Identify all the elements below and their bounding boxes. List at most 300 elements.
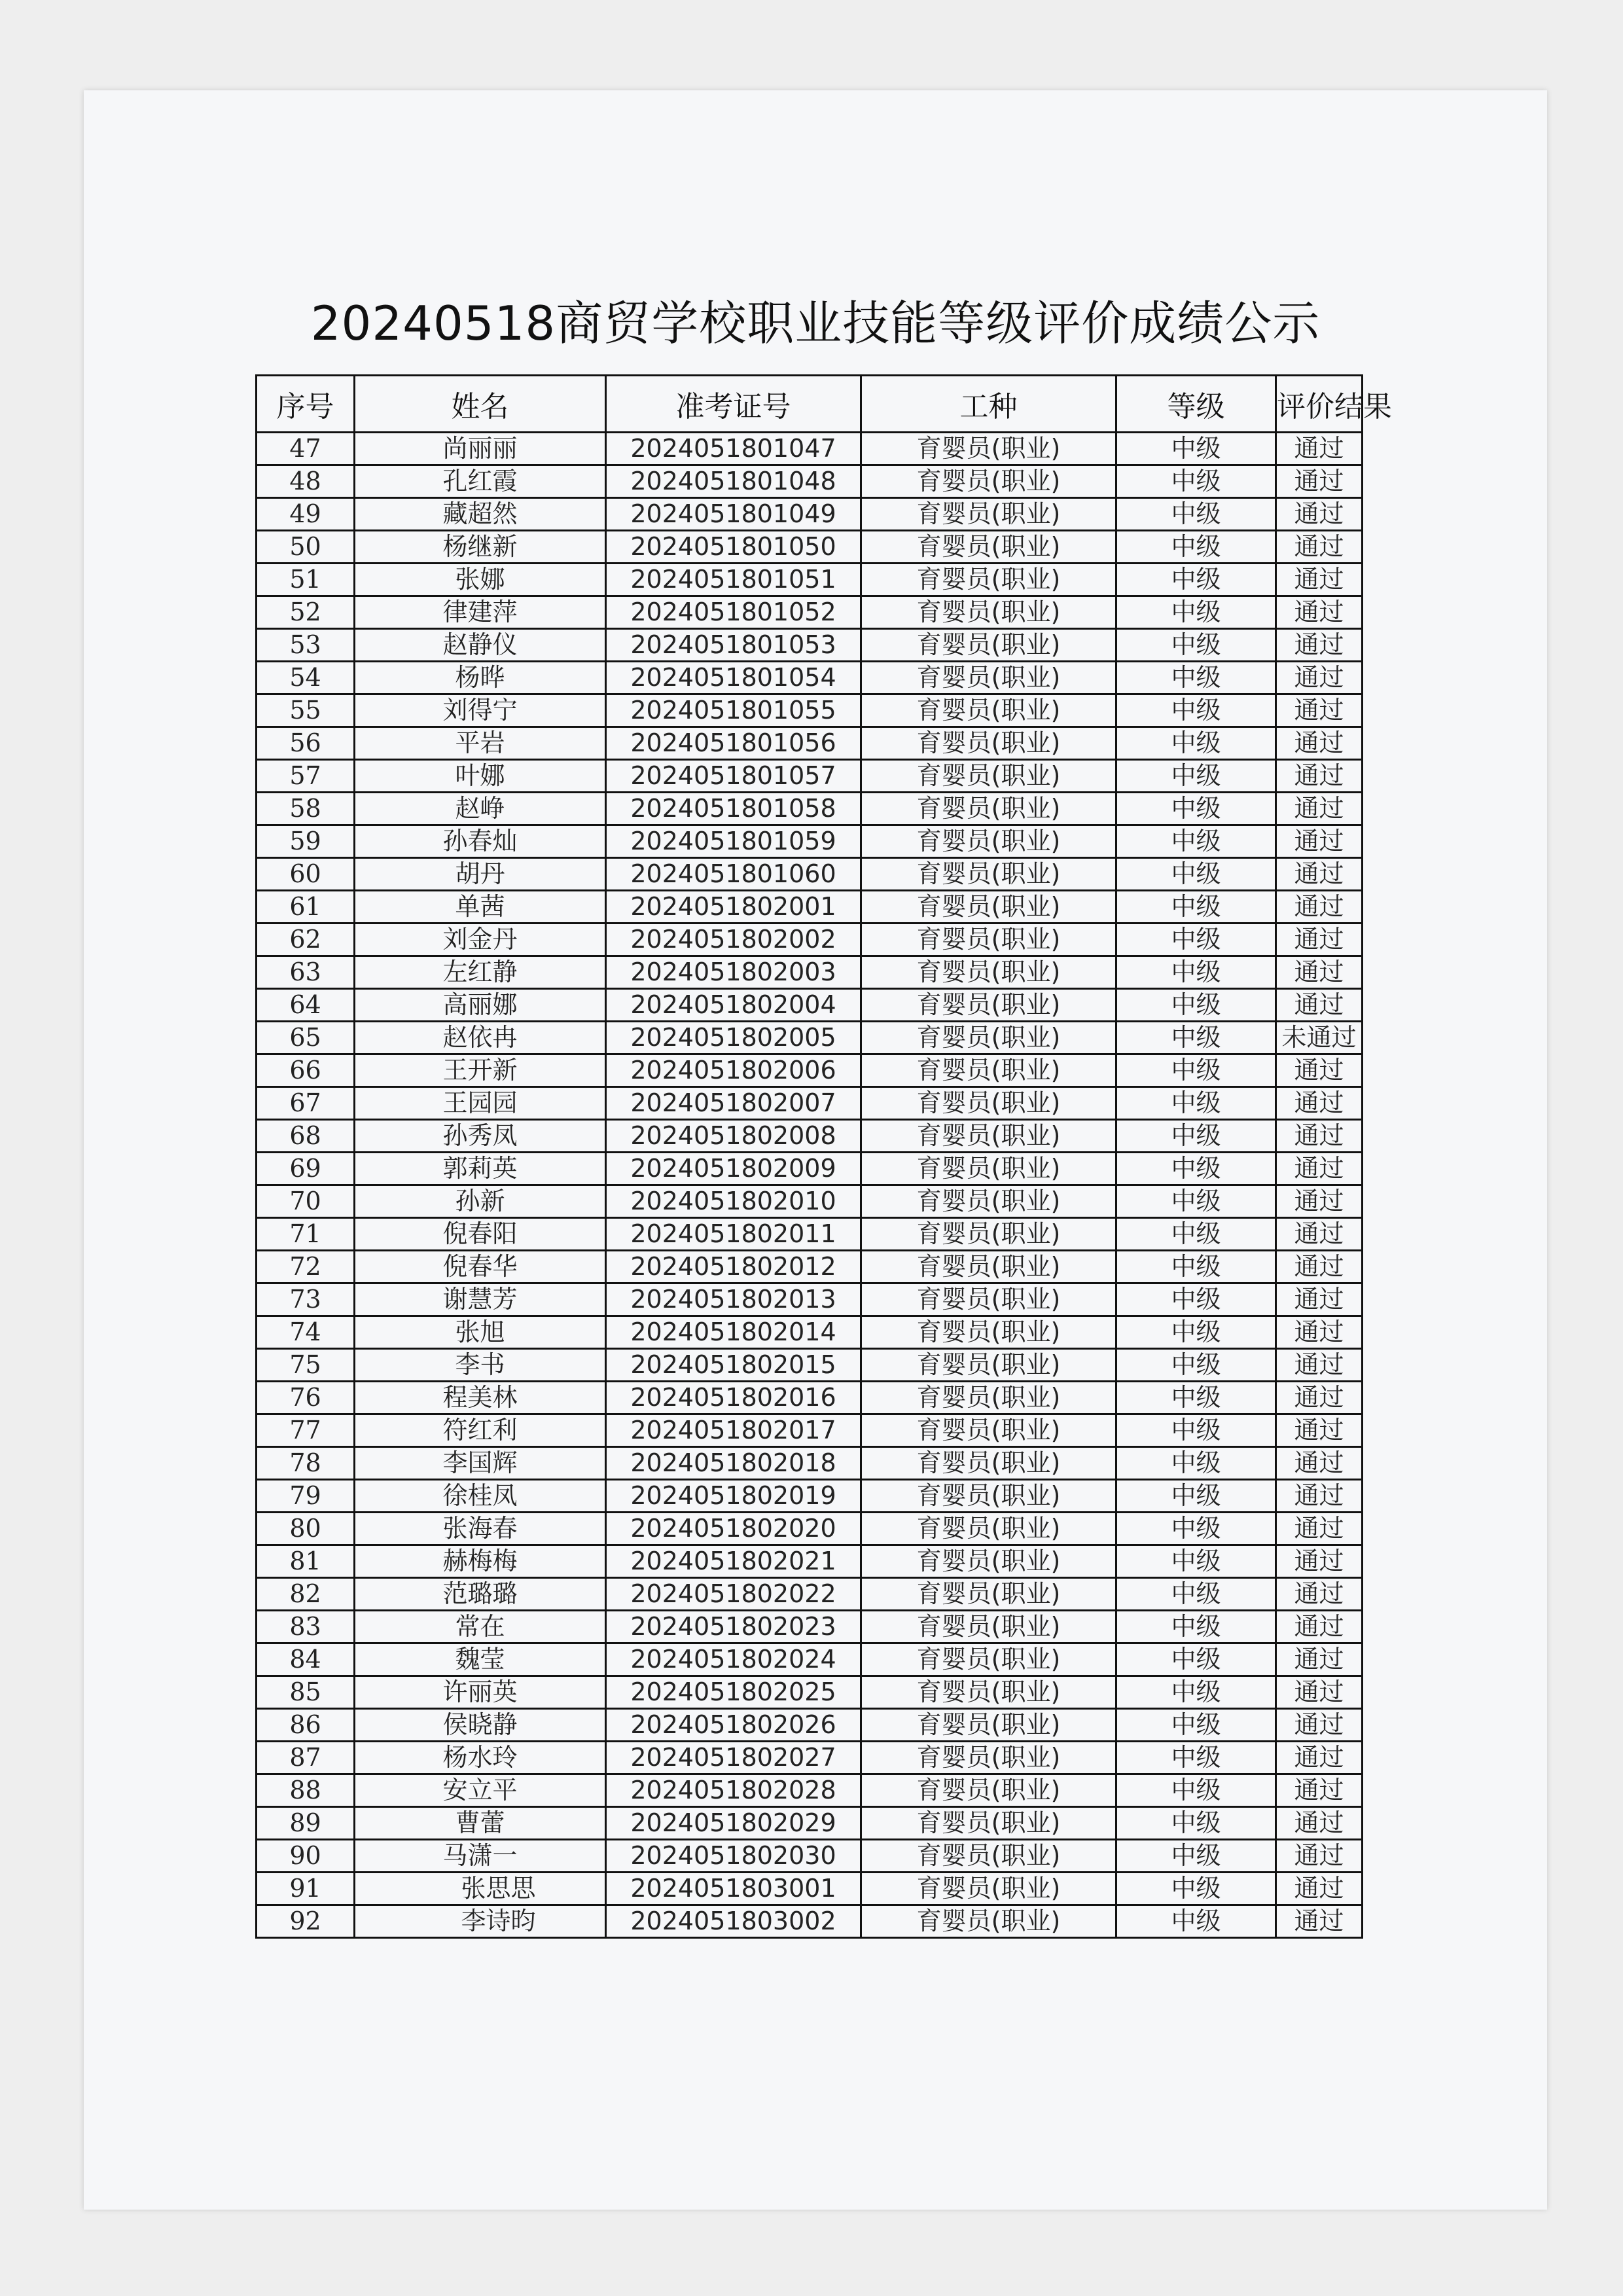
table-row <box>257 924 1363 956</box>
cell-trade: 育婴员(职业) <box>861 1840 1116 1873</box>
cell-trade: 育婴员(职业) <box>861 1414 1116 1447</box>
table-row <box>257 1382 1363 1414</box>
cell-seq: 82 <box>257 1578 355 1611</box>
table-row <box>257 531 1363 564</box>
cell-exam-id: 2024051802002 <box>606 924 861 956</box>
cell-seq: 51 <box>257 564 355 596</box>
cell-name: 张旭 <box>355 1316 606 1349</box>
cell-trade: 育婴员(职业) <box>861 760 1116 793</box>
cell-trade: 育婴员(职业) <box>861 1447 1116 1480</box>
cell-seq: 66 <box>257 1054 355 1087</box>
cell-level: 中级 <box>1116 1676 1276 1709</box>
cell-level: 中级 <box>1116 1840 1276 1873</box>
table-row <box>257 1774 1363 1807</box>
cell-level: 中级 <box>1116 760 1276 793</box>
cell-trade: 育婴员(职业) <box>861 564 1116 596</box>
cell-name: 张娜 <box>355 564 606 596</box>
table-row <box>257 1185 1363 1218</box>
cell-level: 中级 <box>1116 1218 1276 1251</box>
cell-name: 杨继新 <box>355 531 606 564</box>
cell-level: 中级 <box>1116 1545 1276 1578</box>
document-title: 20240518商贸学校职业技能等级评价成绩公示 <box>310 296 1321 351</box>
cell-exam-id: 2024051801047 <box>606 433 861 465</box>
cell-result: 通过 <box>1276 1251 1363 1283</box>
cell-name: 孔红霞 <box>355 465 606 498</box>
header-trade: 工种 <box>861 376 1116 433</box>
cell-result: 通过 <box>1276 1578 1363 1611</box>
cell-exam-id: 2024051801055 <box>606 694 861 727</box>
table-row <box>257 1120 1363 1153</box>
cell-trade: 育婴员(职业) <box>861 1611 1116 1643</box>
cell-name: 马潇一 <box>355 1840 606 1873</box>
cell-seq: 76 <box>257 1382 355 1414</box>
cell-exam-id: 2024051802001 <box>606 891 861 924</box>
cell-exam-id: 2024051802003 <box>606 956 861 989</box>
cell-name: 藏超然 <box>355 498 606 531</box>
cell-exam-id: 2024051802029 <box>606 1807 861 1840</box>
cell-exam-id: 2024051802009 <box>606 1153 861 1185</box>
cell-level: 中级 <box>1116 596 1276 629</box>
cell-level: 中级 <box>1116 1742 1276 1774</box>
cell-name: 孙新 <box>355 1185 606 1218</box>
table-row <box>257 1545 1363 1578</box>
cell-level: 中级 <box>1116 531 1276 564</box>
cell-trade: 育婴员(职业) <box>861 629 1116 662</box>
cell-seq: 79 <box>257 1480 355 1513</box>
cell-exam-id: 2024051802019 <box>606 1480 861 1513</box>
cell-seq: 60 <box>257 858 355 891</box>
cell-trade: 育婴员(职业) <box>861 1153 1116 1185</box>
cell-seq: 64 <box>257 989 355 1022</box>
cell-exam-id: 2024051802030 <box>606 1840 861 1873</box>
cell-name: 杨晔 <box>355 662 606 694</box>
cell-level: 中级 <box>1116 1185 1276 1218</box>
cell-result: 通过 <box>1276 564 1363 596</box>
cell-name: 左红静 <box>355 956 606 989</box>
cell-result: 通过 <box>1276 1742 1363 1774</box>
cell-result: 通过 <box>1276 1120 1363 1153</box>
cell-seq: 54 <box>257 662 355 694</box>
cell-result: 通过 <box>1276 1513 1363 1545</box>
cell-seq: 53 <box>257 629 355 662</box>
table-row <box>257 760 1363 793</box>
cell-seq: 50 <box>257 531 355 564</box>
cell-result: 通过 <box>1276 1480 1363 1513</box>
cell-seq: 73 <box>257 1283 355 1316</box>
cell-result: 通过 <box>1276 760 1363 793</box>
cell-exam-id: 2024051802017 <box>606 1414 861 1447</box>
cell-name: 平岩 <box>355 727 606 760</box>
cell-trade: 育婴员(职业) <box>861 1283 1116 1316</box>
cell-seq: 56 <box>257 727 355 760</box>
cell-name: 曹蕾 <box>355 1807 606 1840</box>
cell-seq: 70 <box>257 1185 355 1218</box>
table-row <box>257 1414 1363 1447</box>
cell-level: 中级 <box>1116 1120 1276 1153</box>
cell-seq: 77 <box>257 1414 355 1447</box>
cell-level: 中级 <box>1116 989 1276 1022</box>
table-row <box>257 1251 1363 1283</box>
cell-trade: 育婴员(职业) <box>861 1513 1116 1545</box>
cell-level: 中级 <box>1116 465 1276 498</box>
cell-seq: 88 <box>257 1774 355 1807</box>
cell-exam-id: 2024051802020 <box>606 1513 861 1545</box>
cell-trade: 育婴员(职业) <box>861 825 1116 858</box>
cell-trade: 育婴员(职业) <box>861 1807 1116 1840</box>
cell-name: 王开新 <box>355 1054 606 1087</box>
cell-result: 通过 <box>1276 956 1363 989</box>
cell-seq: 80 <box>257 1513 355 1545</box>
cell-trade: 育婴员(职业) <box>861 694 1116 727</box>
table-row <box>257 891 1363 924</box>
cell-seq: 65 <box>257 1022 355 1054</box>
table-row <box>257 1218 1363 1251</box>
cell-seq: 78 <box>257 1447 355 1480</box>
table-row <box>257 1676 1363 1709</box>
cell-result: 通过 <box>1276 498 1363 531</box>
cell-trade: 育婴员(职业) <box>861 793 1116 825</box>
table-row <box>257 1447 1363 1480</box>
cell-trade: 育婴员(职业) <box>861 1774 1116 1807</box>
cell-exam-id: 2024051801057 <box>606 760 861 793</box>
table-row <box>257 433 1363 465</box>
cell-name: 刘金丹 <box>355 924 606 956</box>
cell-seq: 67 <box>257 1087 355 1120</box>
cell-level: 中级 <box>1116 1382 1276 1414</box>
cell-level: 中级 <box>1116 1905 1276 1938</box>
table-row <box>257 1513 1363 1545</box>
cell-name: 郭莉英 <box>355 1153 606 1185</box>
cell-exam-id: 2024051801058 <box>606 793 861 825</box>
cell-trade: 育婴员(职业) <box>861 1120 1116 1153</box>
cell-exam-id: 2024051801049 <box>606 498 861 531</box>
cell-trade: 育婴员(职业) <box>861 1022 1116 1054</box>
cell-name: 李书 <box>355 1349 606 1382</box>
cell-name: 李诗昀 <box>355 1905 606 1938</box>
cell-result: 通过 <box>1276 596 1363 629</box>
cell-level: 中级 <box>1116 825 1276 858</box>
cell-trade: 育婴员(职业) <box>861 891 1116 924</box>
cell-name: 尚丽丽 <box>355 433 606 465</box>
cell-trade: 育婴员(职业) <box>861 498 1116 531</box>
cell-result: 通过 <box>1276 1316 1363 1349</box>
cell-result: 通过 <box>1276 1087 1363 1120</box>
cell-name: 范璐璐 <box>355 1578 606 1611</box>
cell-level: 中级 <box>1116 924 1276 956</box>
cell-seq: 69 <box>257 1153 355 1185</box>
cell-name: 孙春灿 <box>355 825 606 858</box>
cell-seq: 48 <box>257 465 355 498</box>
cell-trade: 育婴员(职业) <box>861 1873 1116 1905</box>
cell-result: 通过 <box>1276 694 1363 727</box>
cell-name: 高丽娜 <box>355 989 606 1022</box>
table-row <box>257 1578 1363 1611</box>
cell-trade: 育婴员(职业) <box>861 531 1116 564</box>
cell-result: 通过 <box>1276 1382 1363 1414</box>
cell-trade: 育婴员(职业) <box>861 1185 1116 1218</box>
cell-exam-id: 2024051802004 <box>606 989 861 1022</box>
cell-trade: 育婴员(职业) <box>861 1643 1116 1676</box>
cell-seq: 90 <box>257 1840 355 1873</box>
cell-result: 通过 <box>1276 1153 1363 1185</box>
header-seq: 序号 <box>257 376 355 433</box>
cell-exam-id: 2024051803001 <box>606 1873 861 1905</box>
cell-result: 通过 <box>1276 924 1363 956</box>
cell-level: 中级 <box>1116 956 1276 989</box>
table-row <box>257 825 1363 858</box>
table-row <box>257 629 1363 662</box>
cell-name: 常在 <box>355 1611 606 1643</box>
table-row <box>257 956 1363 989</box>
cell-trade: 育婴员(职业) <box>861 727 1116 760</box>
table-row <box>257 1840 1363 1873</box>
table-row <box>257 662 1363 694</box>
cell-exam-id: 2024051802028 <box>606 1774 861 1807</box>
table-row <box>257 1807 1363 1840</box>
cell-exam-id: 2024051801060 <box>606 858 861 891</box>
cell-result: 通过 <box>1276 1283 1363 1316</box>
cell-name: 叶娜 <box>355 760 606 793</box>
cell-result: 通过 <box>1276 1447 1363 1480</box>
cell-level: 中级 <box>1116 1414 1276 1447</box>
cell-exam-id: 2024051802005 <box>606 1022 861 1054</box>
cell-name: 刘得宁 <box>355 694 606 727</box>
cell-exam-id: 2024051802023 <box>606 1611 861 1643</box>
cell-result: 通过 <box>1276 1643 1363 1676</box>
cell-level: 中级 <box>1116 793 1276 825</box>
cell-exam-id: 2024051802010 <box>606 1185 861 1218</box>
cell-level: 中级 <box>1116 1873 1276 1905</box>
cell-trade: 育婴员(职业) <box>861 596 1116 629</box>
table-row <box>257 1709 1363 1742</box>
table-row <box>257 465 1363 498</box>
cell-trade: 育婴员(职业) <box>861 1578 1116 1611</box>
cell-result: 通过 <box>1276 989 1363 1022</box>
cell-level: 中级 <box>1116 1807 1276 1840</box>
cell-seq: 89 <box>257 1807 355 1840</box>
cell-exam-id: 2024051802013 <box>606 1283 861 1316</box>
cell-level: 中级 <box>1116 1480 1276 1513</box>
cell-name: 孙秀凤 <box>355 1120 606 1153</box>
cell-result: 通过 <box>1276 858 1363 891</box>
cell-name: 谢慧芳 <box>355 1283 606 1316</box>
table-row <box>257 1905 1363 1938</box>
table-row <box>257 694 1363 727</box>
cell-exam-id: 2024051802012 <box>606 1251 861 1283</box>
table-row <box>257 498 1363 531</box>
cell-level: 中级 <box>1116 891 1276 924</box>
cell-exam-id: 2024051801052 <box>606 596 861 629</box>
table-row <box>257 727 1363 760</box>
header-level: 等级 <box>1116 376 1276 433</box>
cell-trade: 育婴员(职业) <box>861 465 1116 498</box>
cell-exam-id: 2024051802011 <box>606 1218 861 1251</box>
cell-trade: 育婴员(职业) <box>861 1382 1116 1414</box>
table-row <box>257 1153 1363 1185</box>
cell-seq: 83 <box>257 1611 355 1643</box>
cell-exam-id: 2024051802006 <box>606 1054 861 1087</box>
cell-seq: 74 <box>257 1316 355 1349</box>
cell-seq: 75 <box>257 1349 355 1382</box>
cell-trade: 育婴员(职业) <box>861 1676 1116 1709</box>
cell-level: 中级 <box>1116 1578 1276 1611</box>
cell-result: 通过 <box>1276 1905 1363 1938</box>
cell-exam-id: 2024051801050 <box>606 531 861 564</box>
cell-seq: 81 <box>257 1545 355 1578</box>
cell-name: 程美林 <box>355 1382 606 1414</box>
cell-exam-id: 2024051802025 <box>606 1676 861 1709</box>
header-exam-id: 准考证号 <box>606 376 861 433</box>
cell-seq: 47 <box>257 433 355 465</box>
cell-seq: 91 <box>257 1873 355 1905</box>
cell-result: 通过 <box>1276 1709 1363 1742</box>
cell-seq: 58 <box>257 793 355 825</box>
cell-level: 中级 <box>1116 629 1276 662</box>
cell-result: 通过 <box>1276 727 1363 760</box>
cell-trade: 育婴员(职业) <box>861 1742 1116 1774</box>
cell-seq: 62 <box>257 924 355 956</box>
cell-result: 通过 <box>1276 891 1363 924</box>
cell-trade: 育婴员(职业) <box>861 1251 1116 1283</box>
cell-level: 中级 <box>1116 1709 1276 1742</box>
table-row <box>257 1873 1363 1905</box>
cell-name: 徐桂凤 <box>355 1480 606 1513</box>
table-row <box>257 1643 1363 1676</box>
table-row <box>257 1087 1363 1120</box>
cell-level: 中级 <box>1116 1349 1276 1382</box>
cell-result: 通过 <box>1276 1807 1363 1840</box>
cell-name: 侯晓静 <box>355 1709 606 1742</box>
cell-exam-id: 2024051801054 <box>606 662 861 694</box>
cell-result: 通过 <box>1276 629 1363 662</box>
cell-level: 中级 <box>1116 1316 1276 1349</box>
cell-exam-id: 2024051802027 <box>606 1742 861 1774</box>
cell-name: 赵峥 <box>355 793 606 825</box>
cell-level: 中级 <box>1116 1447 1276 1480</box>
cell-result: 通过 <box>1276 1545 1363 1578</box>
cell-seq: 87 <box>257 1742 355 1774</box>
cell-name: 安立平 <box>355 1774 606 1807</box>
results-table <box>255 374 1392 1939</box>
cell-level: 中级 <box>1116 694 1276 727</box>
cell-name: 杨水玲 <box>355 1742 606 1774</box>
table-row <box>257 1349 1363 1382</box>
cell-level: 中级 <box>1116 433 1276 465</box>
cell-level: 中级 <box>1116 1251 1276 1283</box>
cell-level: 中级 <box>1116 858 1276 891</box>
cell-seq: 61 <box>257 891 355 924</box>
cell-result: 通过 <box>1276 662 1363 694</box>
cell-exam-id: 2024051802024 <box>606 1643 861 1676</box>
cell-result: 通过 <box>1276 433 1363 465</box>
cell-name: 倪春华 <box>355 1251 606 1283</box>
cell-result: 通过 <box>1276 1185 1363 1218</box>
cell-result: 通过 <box>1276 1676 1363 1709</box>
table-row <box>257 1316 1363 1349</box>
cell-trade: 育婴员(职业) <box>861 662 1116 694</box>
cell-trade: 育婴员(职业) <box>861 989 1116 1022</box>
cell-name: 张思思 <box>355 1873 606 1905</box>
cell-seq: 86 <box>257 1709 355 1742</box>
table-row <box>257 1054 1363 1087</box>
cell-exam-id: 2024051802016 <box>606 1382 861 1414</box>
cell-trade: 育婴员(职业) <box>861 1905 1116 1938</box>
cell-result: 通过 <box>1276 1218 1363 1251</box>
cell-trade: 育婴员(职业) <box>861 1316 1116 1349</box>
cell-result: 通过 <box>1276 1873 1363 1905</box>
cell-exam-id: 2024051802021 <box>606 1545 861 1578</box>
cell-level: 中级 <box>1116 1774 1276 1807</box>
table-row <box>257 1742 1363 1774</box>
cell-trade: 育婴员(职业) <box>861 1480 1116 1513</box>
cell-name: 张海春 <box>355 1513 606 1545</box>
cell-name: 赵静仪 <box>355 629 606 662</box>
header-name: 姓名 <box>355 376 606 433</box>
cell-level: 中级 <box>1116 727 1276 760</box>
cell-result: 通过 <box>1276 793 1363 825</box>
cell-name: 许丽英 <box>355 1676 606 1709</box>
cell-seq: 52 <box>257 596 355 629</box>
cell-trade: 育婴员(职业) <box>861 956 1116 989</box>
cell-trade: 育婴员(职业) <box>861 1545 1116 1578</box>
cell-level: 中级 <box>1116 564 1276 596</box>
cell-exam-id: 2024051801051 <box>606 564 861 596</box>
table-row <box>257 1611 1363 1643</box>
cell-result: 通过 <box>1276 465 1363 498</box>
cell-trade: 育婴员(职业) <box>861 1218 1116 1251</box>
cell-name: 赫梅梅 <box>355 1545 606 1578</box>
cell-seq: 84 <box>257 1643 355 1676</box>
cell-level: 中级 <box>1116 1643 1276 1676</box>
table-row <box>257 596 1363 629</box>
document-page <box>84 90 1547 2210</box>
cell-result: 通过 <box>1276 1611 1363 1643</box>
cell-exam-id: 2024051802014 <box>606 1316 861 1349</box>
cell-exam-id: 2024051801056 <box>606 727 861 760</box>
cell-result: 通过 <box>1276 1774 1363 1807</box>
cell-name: 魏莹 <box>355 1643 606 1676</box>
cell-seq: 92 <box>257 1905 355 1938</box>
table-row <box>257 564 1363 596</box>
table-row <box>257 1022 1363 1054</box>
cell-level: 中级 <box>1116 498 1276 531</box>
cell-seq: 49 <box>257 498 355 531</box>
cell-seq: 59 <box>257 825 355 858</box>
table-row <box>257 989 1363 1022</box>
cell-name: 李国辉 <box>355 1447 606 1480</box>
cell-result: 未通过 <box>1276 1022 1363 1054</box>
cell-trade: 育婴员(职业) <box>861 1087 1116 1120</box>
cell-exam-id: 2024051802007 <box>606 1087 861 1120</box>
cell-result: 通过 <box>1276 1054 1363 1087</box>
cell-seq: 63 <box>257 956 355 989</box>
table-row <box>257 793 1363 825</box>
cell-exam-id: 2024051802022 <box>606 1578 861 1611</box>
cell-exam-id: 2024051802015 <box>606 1349 861 1382</box>
cell-name: 符红利 <box>355 1414 606 1447</box>
cell-exam-id: 2024051802026 <box>606 1709 861 1742</box>
cell-result: 通过 <box>1276 825 1363 858</box>
cell-level: 中级 <box>1116 1153 1276 1185</box>
cell-trade: 育婴员(职业) <box>861 433 1116 465</box>
cell-seq: 55 <box>257 694 355 727</box>
cell-exam-id: 2024051802008 <box>606 1120 861 1153</box>
cell-level: 中级 <box>1116 1087 1276 1120</box>
cell-name: 胡丹 <box>355 858 606 891</box>
cell-exam-id: 2024051801048 <box>606 465 861 498</box>
cell-level: 中级 <box>1116 1022 1276 1054</box>
cell-level: 中级 <box>1116 1513 1276 1545</box>
